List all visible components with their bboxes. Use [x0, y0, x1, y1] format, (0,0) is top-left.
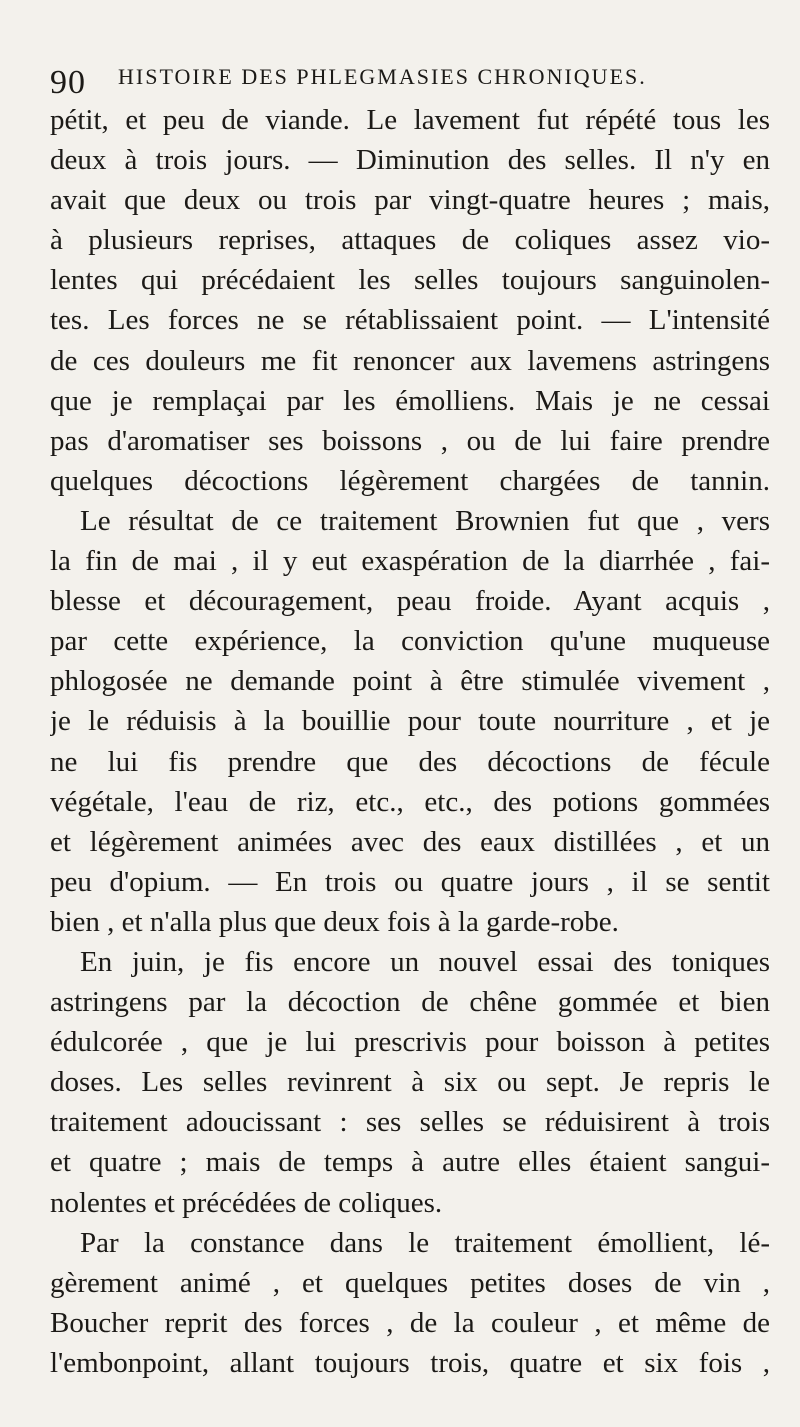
text-line: et quatre ; mais de temps à autre elles étaient sangui- [50, 1146, 770, 1179]
text-line: bien , et n'alla plus que deux fois à la garde-robe. [50, 905, 619, 938]
text-line: la fin de mai , il y eut exaspération de la diarrhée , fai- [50, 545, 770, 578]
page-number: 90 [50, 64, 86, 101]
text-line: pétit, et peu de viande. Le lavement fut répété tous les [50, 104, 770, 136]
text-line: que je remplaçai par les émolliens. Mais je ne cessai [50, 384, 770, 417]
text-line: lentes qui précédaient les selles toujours sanguinolen- [50, 264, 770, 297]
text-line: pas d'aromatiser ses boissons , ou de lui faire prendre [50, 424, 770, 457]
running-head [50, 58, 770, 101]
text-line: quelques décoctions légèrement chargées de tannin. [50, 464, 770, 497]
text-line: doses. Les selles revinrent à six ou sept. Je repris le [50, 1066, 770, 1099]
text-line: et légèrement animées avec des eaux distillées , et un [50, 825, 770, 858]
body-text [50, 100, 770, 1383]
text-line: Boucher reprit des forces , de la couleur , et même de [50, 1306, 770, 1339]
text-line: édulcorée , que je lui prescrivis pour boisson à petites [50, 1026, 770, 1059]
text-line: traitement adoucissant : ses selles se réduisirent à trois [50, 1106, 770, 1139]
text-line: Par la constance dans le traitement émollient, lé- [80, 1226, 770, 1259]
text-line: deux à trois jours. — Diminution des selles. Il n'y en [50, 144, 770, 177]
text-line: nolentes et précédées de coliques. [50, 1186, 443, 1219]
text-line: peu d'opium. — En trois ou quatre jours , il se sentit [50, 865, 770, 898]
text-line: ne lui fis prendre que des décoctions de fécule [50, 745, 770, 778]
running-head-title: HISTOIRE DES PHLEGMASIES CHRONIQUES. [118, 64, 647, 89]
text-line: je le réduisis à la bouillie pour toute nourriture , et je [50, 705, 770, 738]
text-line: En juin, je fis encore un nouvel essai des toniques [80, 945, 770, 978]
text-line: l'embonpoint, allant toujours trois, quatre et six fois , [50, 1346, 770, 1379]
text-line: gèrement animé , et quelques petites doses de vin , [50, 1266, 770, 1299]
text-line: astringens par la décoction de chêne gommée et bien [50, 986, 770, 1019]
text-line: blesse et découragement, peau froide. Ayant acquis , [50, 585, 770, 618]
text-line: de ces douleurs me fit renoncer aux lavemens astringens [50, 344, 770, 377]
text-line: phlogosée ne demande point à être stimulée vivement , [50, 665, 770, 698]
text-line: avait que deux ou trois par vingt-quatre heures ; mais, [50, 184, 770, 217]
text-line: tes. Les forces ne se rétablissaient point. — L'intensité [50, 304, 770, 337]
text-line: Le résultat de ce traitement Brownien fut que , vers [80, 504, 770, 537]
text-line: à plusieurs reprises, attaques de coliques assez vio- [50, 224, 770, 257]
text-line: par cette expérience, la conviction qu'une muqueuse [50, 625, 770, 658]
text-line: végétale, l'eau de riz, etc., etc., des potions gommées [50, 785, 770, 818]
